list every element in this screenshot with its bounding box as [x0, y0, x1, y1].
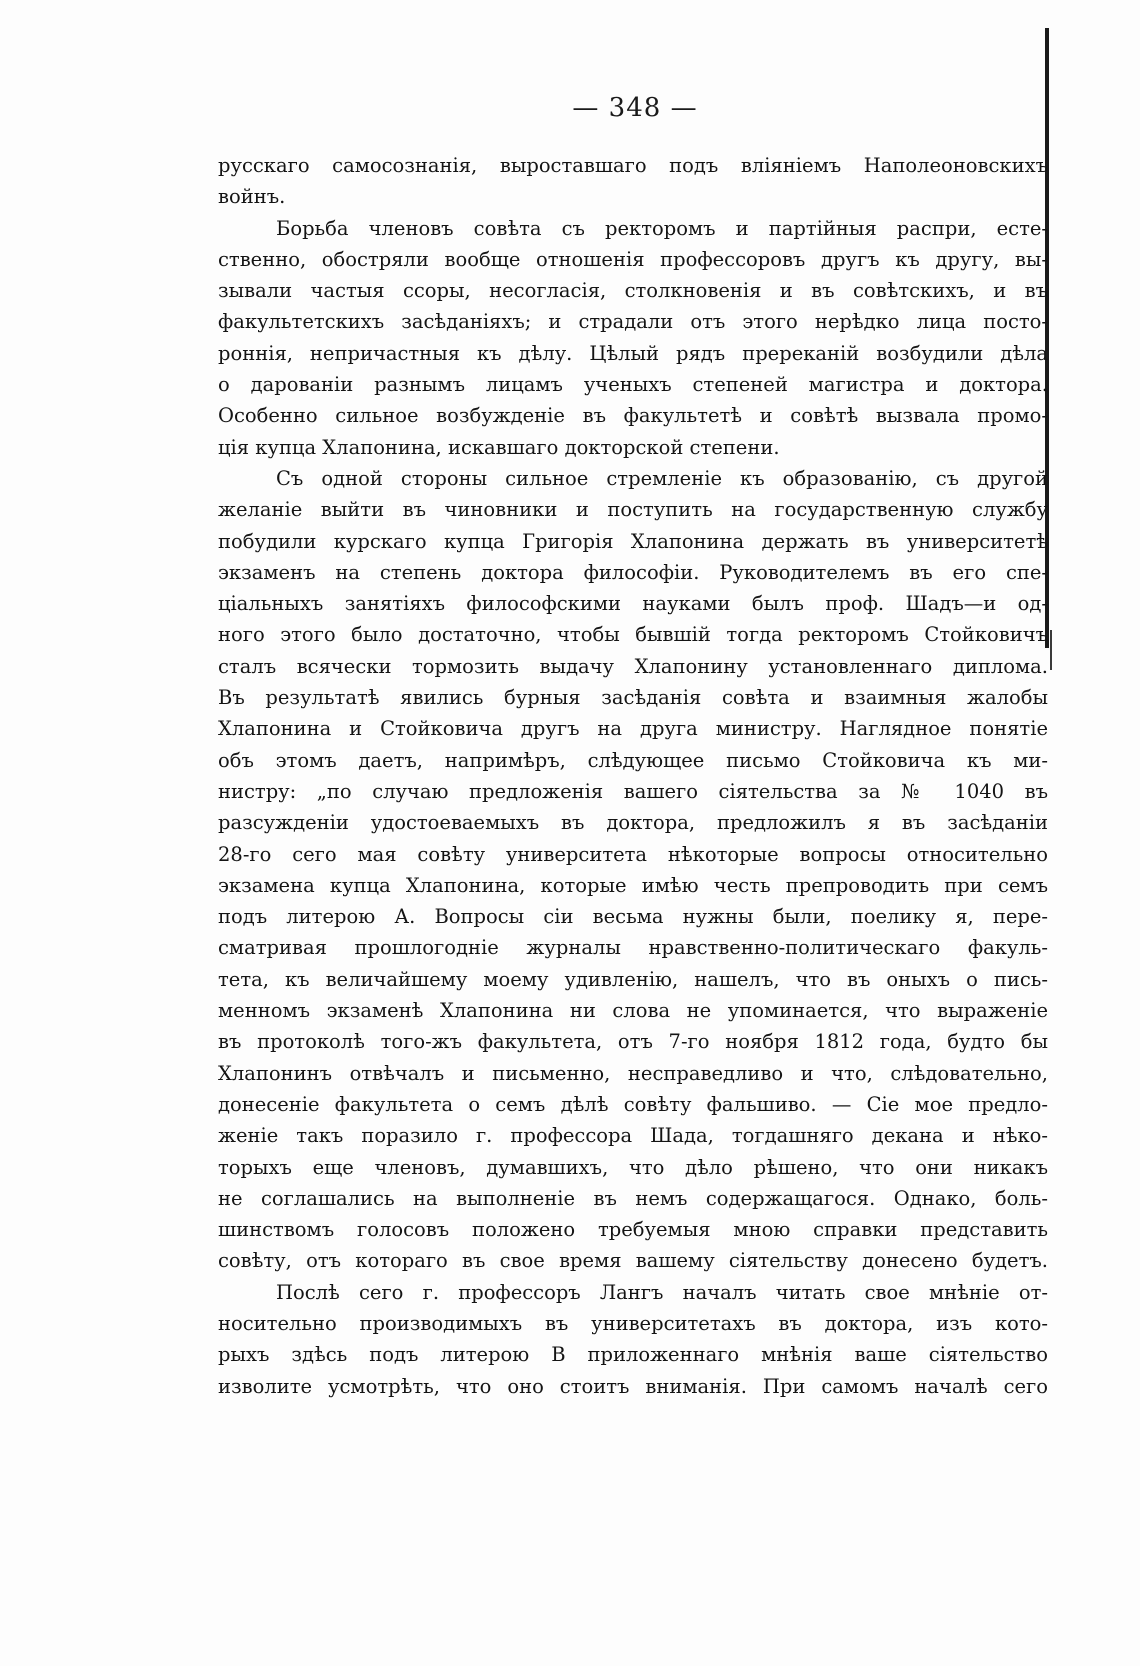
- text-line: 28-го сего мая совѣту университета нѣкоторые вопросы относительно: [218, 842, 1048, 866]
- text-line: рыхъ здѣсь подъ литерою В приложеннаго мнѣнія ваше сіятельство: [218, 1343, 1048, 1367]
- text-line: Хлапонина и Стойковича другъ на друга министру. Наглядное понятіе: [218, 717, 1048, 741]
- text-line: изволите усмотрѣть, что оно стоитъ вниманія. При самомъ началѣ сего: [218, 1374, 1048, 1398]
- text-line: сталъ всячески тормозить выдачу Хлапонину установленнаго диплома.: [218, 654, 1048, 678]
- text-line: не соглашались на выполненіе въ немъ содержащагося. Однако, боль-: [218, 1186, 1048, 1210]
- text-line: шинствомъ голосовъ положено требуемыя мною справки представить: [218, 1218, 1048, 1242]
- text-line: ціальныхъ занятіяхъ философскими науками былъ проф. Шадъ—и од-: [218, 592, 1048, 616]
- text-line: войнъ.: [218, 185, 286, 209]
- text-line: сматривая прошлогодніе журналы нравственно-политическаго факуль-: [218, 936, 1048, 960]
- text-line: ного этого было достаточно, чтобы бывшій тогда ректоромъ Стойковичъ: [218, 623, 1048, 647]
- text-line: Борьба членовъ совѣта съ ректоромъ и партійныя распри, есте-: [276, 216, 1048, 240]
- text-line: Съ одной стороны сильное стремленіе къ образованію, съ другой: [276, 466, 1048, 490]
- text-line: менномъ экзаменѣ Хлапонина ни слова не упоминается, что выраженіе: [218, 999, 1048, 1023]
- text-line: разсужденіи удостоеваемыхъ въ доктора, предложилъ я въ засѣданіи: [218, 811, 1048, 835]
- text-line: совѣту, отъ котораго въ свое время вашему сіятельству донесено будетъ.: [218, 1249, 1048, 1273]
- text-line: экзамена купца Хлапонина, которые имѣю честь препроводить при семъ: [218, 873, 1048, 897]
- scan-binding-edge-lower: [1050, 630, 1052, 670]
- text-line: тета, къ величайшему моему удивленію, нашелъ, что въ оныхъ о пись-: [218, 967, 1048, 991]
- text-line: зывали частыя ссоры, несогласія, столкновенія и въ совѣтскихъ, и въ: [218, 279, 1048, 303]
- text-line: подъ литерою А. Вопросы сіи весьма нужны были, поелику я, пере-: [218, 905, 1048, 929]
- text-line: въ протоколѣ того-жъ факультета, отъ 7-го ноября 1812 года, будто бы: [218, 1030, 1048, 1054]
- text-line: побудили курскаго купца Григорія Хлапонина держать въ университетѣ: [218, 529, 1048, 553]
- text-line: донесеніе факультета о семъ дѣлѣ совѣту фальшиво. — Сіе мое предло-: [218, 1092, 1048, 1116]
- text-line: ственно, обостряли вообще отношенія профессоровъ другъ къ другу, вы-: [218, 247, 1048, 271]
- body-text: [218, 150, 1048, 1402]
- page-number: — 348 —: [572, 93, 698, 123]
- text-line: русскаго самосознанія, выроставшаго подъ вліяніемъ Наполеоновскихъ: [218, 154, 1048, 177]
- text-line: Хлапонинъ отвѣчалъ и письменно, несправедливо и что, слѣдовательно,: [218, 1061, 1048, 1085]
- text-line: Послѣ сего г. профессоръ Лангъ началъ читать свое мнѣніе от-: [276, 1280, 1048, 1304]
- text-line: желаніе выйти въ чиновники и поступить на государственную службу: [218, 498, 1048, 522]
- text-line: факультетскихъ засѣданіяхъ; и страдали отъ этого нерѣдко лица посто-: [218, 310, 1048, 334]
- text-line: нистру: „по случаю предложенія вашего сіятельства за № 1040 въ: [218, 779, 1048, 803]
- text-line: носительно производимыхъ въ университетахъ въ доктора, изъ кото-: [218, 1311, 1048, 1335]
- text-line: объ этомъ даетъ, напримѣръ, слѣдующее письмо Стойковича къ ми-: [218, 748, 1048, 772]
- text-line: Особенно сильное возбужденіе въ факультетѣ и совѣтѣ вызвала промо-: [218, 404, 1048, 428]
- text-line: о дарованіи разнымъ лицамъ ученыхъ степеней магистра и доктора.: [218, 373, 1048, 397]
- text-line: экзаменъ на степень доктора философіи. Руководителемъ въ его спе-: [218, 560, 1048, 584]
- text-line: женіе такъ поразило г. профессора Шада, тогдашняго декана и нѣко-: [218, 1124, 1048, 1148]
- text-line: Въ результатѣ явились бурныя засѣданія совѣта и взаимныя жалобы: [218, 686, 1048, 710]
- text-line: ція купца Хлапонина, искавшаго докторской степени.: [218, 435, 780, 459]
- text-line: торыхъ еще членовъ, думавшихъ, что дѣло рѣшено, что они никакъ: [218, 1155, 1048, 1179]
- text-line: роннія, непричастныя къ дѣлу. Цѣлый рядъ пререканій возбудили дѣла: [218, 341, 1048, 365]
